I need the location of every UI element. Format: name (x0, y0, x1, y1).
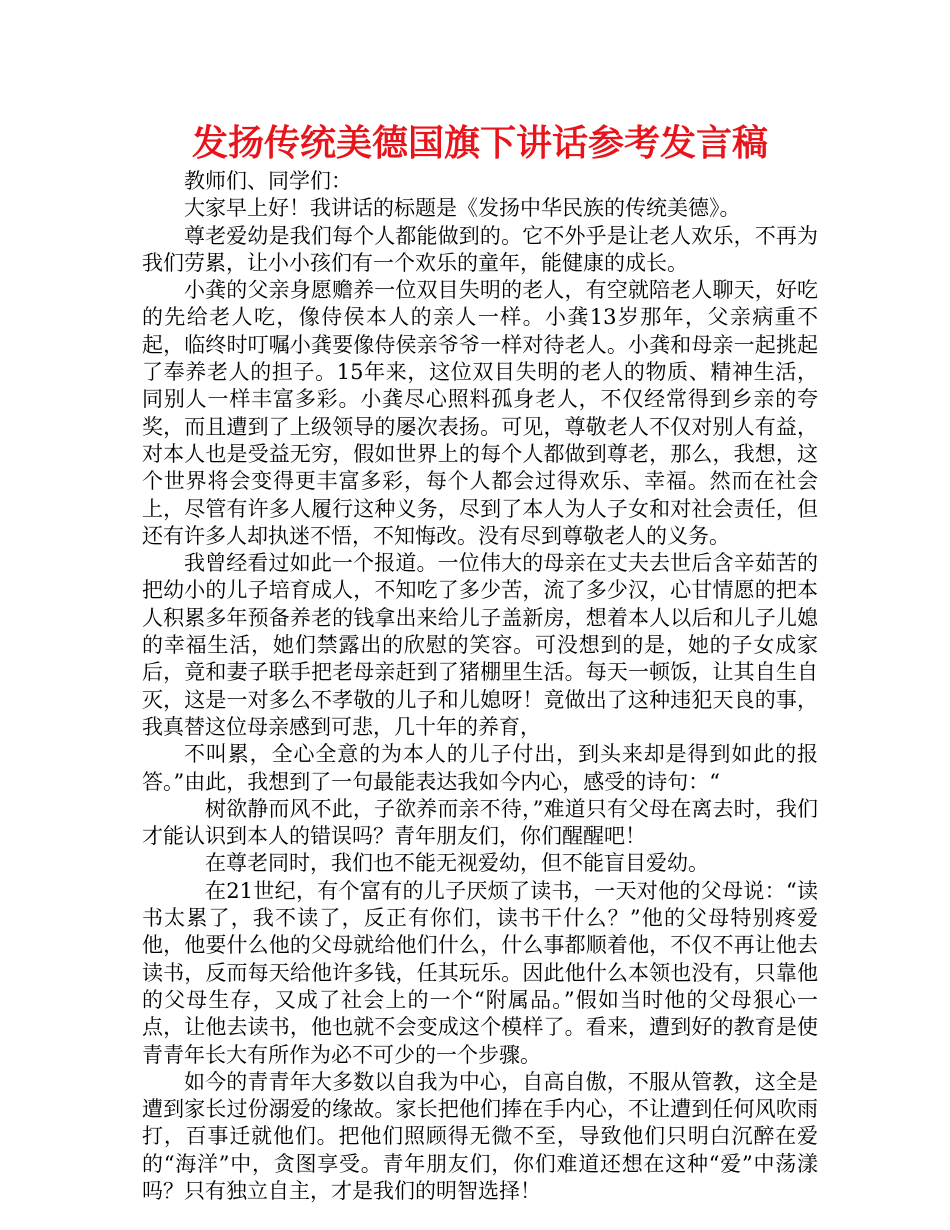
paragraph-mother-report: 我曾经看过如此一个报道。一位伟大的母亲在丈夫去世后含辛茹苦的把幼小的儿子培育成人，不知吃了多少苦，流了多少汉，心甘情愿的把本人积累多年预备养老的钱拿出来给儿子盖新房，想着本人以后和儿子儿媳的幸福生活，她们禁露出的欣慰的笑容。可没想到的是，她的子女成家后，竟和妻子联手把老母亲赶到了猪棚里生活。每天一顿饭，让其自生自灭，这是一对多么不孝敬的儿子和儿媳呀！竟做出了这种违犯天良的事，我真替这位母亲感到可悲，几十年的养育， (142, 551, 818, 739)
paragraph-greeting: 教师们、同学们： (184, 169, 352, 193)
paragraph-poem: 树欲静而风不此，子欲养而亲不待，”难道只有父母在离去时，我们才能认识到本人的错误吗？青年朋友们，你们醒醒吧！ (142, 796, 818, 849)
document-page (142, 120, 818, 1205)
paragraph-xiaogong-story: 小龚的父亲身愿赡养一位双目失明的老人，有空就陪老人聊天，好吃的先给老人吃，像侍侯本人的亲人一样。小龚13岁那年，父亲病重不起，临终时叮嘱小龚要像侍侯亲爷爷一样对待老人。小龚和母亲一起挑起了奉养老人的担子。15年来，这位双目失明的老人的物质、精神生活，同别人一样丰富多彩。小龚尽心照料孤身老人，不仅经常得到乡亲的夸奖，而且遭到了上级领导的屡次表扬。可见，尊敬老人不仅对别人有益，对本人也是受益无穷，假如世界上的每个人都做到尊老，那么，我想，这个世界将会变得更丰富多彩，每个人都会过得欢乐、幸福。然而在社会上，尽管有许多人履行这种义务，尽到了本人为人子女和对社会责任，但还有许多人却执迷不悟，不知悔改。没有尽到尊敬老人的义务。 (142, 278, 818, 548)
paragraph-tireless: 不叫累，全心全意的为本人的儿子付出，到头来却是得到如此的报答。”由此，我想到了一句最能表达我如今内心，感受的诗句：“ (142, 742, 818, 794)
paragraph-love-young: 在尊老同时，我们也不能无视爱幼，但不能盲目爱幼。 (205, 851, 709, 876)
paragraph-rich-son: 在21世纪，有个富有的儿子厌烦了读书，一天对他的父母说：“读书太累了，我不读了，反正有你们，读书干什么？”他的父母特别疼爱他，他要什么他的父母就给他们什么，什么事都顺着他，不仅不再让他去读书，反而每天给他许多钱，任其玩乐。因此他什么本领也没有，只靠他的父母生存，又成了社会上的一个“附属品。”假如当时他的父母狠心一点，让他去读书，他也就不会变成这个模样了。看来，遭到好的教育是使青青年长大有所作为必不可少的一个步骤。 (142, 878, 818, 1067)
paragraph-opening: 大家早上好！我讲话的标题是《发扬中华民族的传统美德》。 (184, 196, 741, 221)
paragraph-youth-today: 如今的青青年大多数以自我为中心，自高自傲，不服从管教，这全是遭到家长过份溺爱的缘故。家长把他们捧在手内心，不让遭到任何风吹雨打，百事迁就他们。把他们照顾得无微不至，导致他们只明白沉醉在爱的“海洋”中，贪图享受。青年朋友们，你们难道还想在这种“爱”中荡漾吗？只有独立自主，才是我们的明智选择！ (142, 1069, 818, 1203)
document-body (142, 168, 818, 1205)
document-title: 发扬传统美德国旗下讲话参考发言稿 (191, 123, 768, 164)
paragraph-respect-elders: 尊老爱幼是我们每个人都能做到的。它不外乎是让老人欢乐，不再为我们劳累，让小小孩们有一个欢乐的童年，能健康的成长。 (142, 223, 818, 275)
